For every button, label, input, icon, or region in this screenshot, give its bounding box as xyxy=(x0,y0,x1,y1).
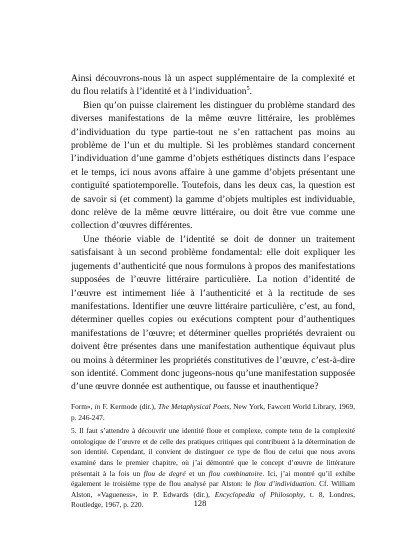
footnote-5-encyclopedia-title: Encyclopedia of Philosophy xyxy=(214,489,304,499)
footnotes xyxy=(71,402,355,511)
footnote-5-flou-individuation: flou d’individuation xyxy=(254,479,315,489)
footnote-4-text-a: Form», xyxy=(71,402,95,411)
footnote-4-text-b: F. Kermode (dir.), xyxy=(100,402,158,411)
paragraph-2: Bien qu’on puisse clairement les distinguer du problème standard des diverses manifestations de la même œuvre littéraire, les problèmes d’individuation du type partie-tout ne s’en rattachent pas moins au problème de l’un et du multiple. Si les problèmes standard concernent l’individuation d’une gamme d’objets esthétiques distincts dans l’espace et le temps, ici nous avons affaire à une gamme d’objets présentant une contiguïté spatiotemporelle. Toutefois, dans les deux cas, la question est de savoir si (et comment) la gamme d’objets multiples est individuable, donc relève de la même œuvre littéraire, ou doit être vue comme une collection d’œuvres différentes. xyxy=(71,99,355,232)
footnote-5-in: in xyxy=(142,489,149,499)
paragraph-3: Une théorie viable de l’identité se doit de donner un traitement satisfaisant à un second problème fondamental: elle doit expliquer les jugements d’authenticité que nous formulons à propos des manifestations supposées de l’œuvre littéraire particulière. La notion d’identité de l’œuvre est intimement liée à l’authenticité et à la rectitude de ses manifestations. Identifier une œuvre littéraire particulière, c’est, au fond, déterminer quelles copies ou exécutions comptent pour d’authentiques manifestations de l’œuvre; et déterminer quelles propriétés devraient ou doivent être présentes dans une manifestation authentique équivaut plus ou moins à déterminer les propriétés constitutives de l’œuvre, c’est-à-dire son identité. Comment donc jugeons-nous qu’une manifestation supposée d’une œuvre donnée est authentique, ou fausse et inauthentique? xyxy=(71,233,355,393)
footnote-5-flou-degre: flou de degré xyxy=(143,468,186,478)
main-text xyxy=(71,72,355,394)
footnote-5-text-f: , t. 8, Londres, Routledge, 1967, p. 220. xyxy=(71,489,355,510)
footnote-5-text-d: . Cf. William Alston, «Vagueness», xyxy=(71,479,356,499)
paragraph-1-end: . xyxy=(249,86,252,98)
footnote-5-text-c: . Ici, j’ai montré qu’il exhibe également le troisième type de flou analysé par Alston: le xyxy=(71,468,356,489)
page-number: 128 xyxy=(193,498,207,508)
footnote-5-text-e: P. Edwards (dir.), xyxy=(148,489,215,499)
footnote-4-text-c: , New York, Fawcett World Library, 1969, p. 246-247. xyxy=(71,402,355,422)
footnote-4-in: in xyxy=(94,402,101,411)
footnote-ref-5: 5 xyxy=(246,86,250,93)
footnote-5-flou-combinatoire: flou combinatoire xyxy=(208,468,263,478)
footnote-5-text-b: et un xyxy=(185,468,209,478)
paragraph-1-text: Ainsi découvrons-nous là un aspect supplémentaire de la complexité et du flou relatifs à l’identité et à l’individuation xyxy=(71,73,355,98)
footnote-4-book-title: The Metaphysical Poets xyxy=(157,402,230,411)
paragraph-1 xyxy=(71,72,355,99)
footnote-4-continued xyxy=(71,402,355,423)
footnote-5-text-a: 5. Il faut s’attendre à découvrir une identité floue et complexe, compte tenu de la complexité ontologique de l’œuvre et de celle des pratiques critiques qui contribuent à la détermination de son identité. Cependant, il convient de distinguer ce type de flou de celui que nous avons examiné dans le premier chapitre, où j’ai démontré que le concept d’œuvre de littérature présentait à la fois un xyxy=(71,426,355,478)
